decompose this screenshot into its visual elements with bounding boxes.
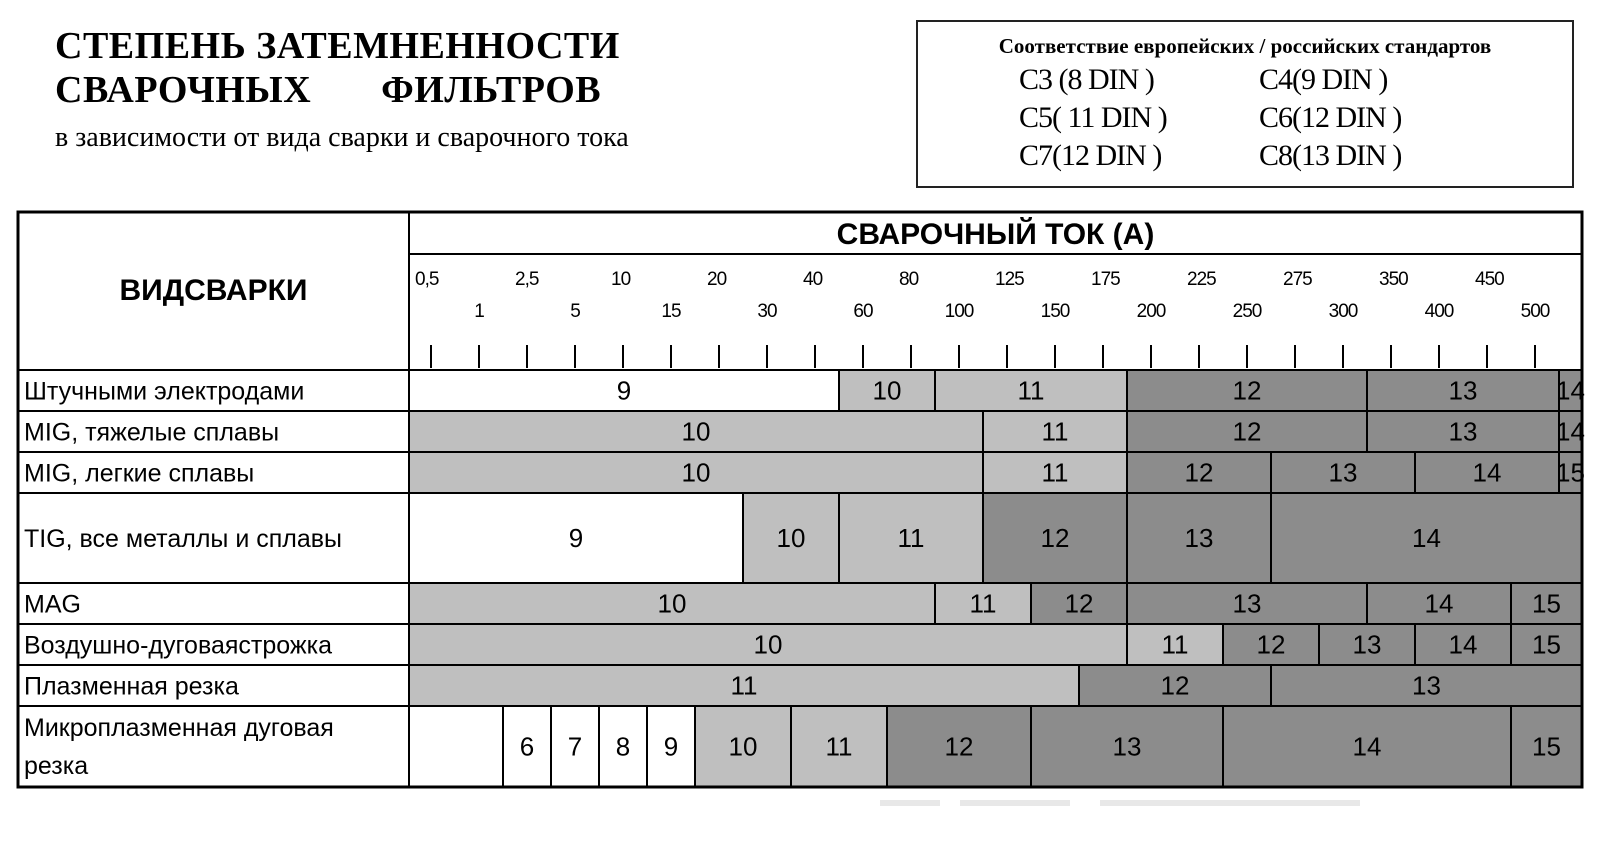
shade-value: 11 xyxy=(1017,375,1045,406)
scan-artifact xyxy=(880,800,940,806)
shade-value: 7 xyxy=(567,731,583,762)
tick-label-bottom: 100 xyxy=(944,301,974,322)
standards-title: Соответствие европейских / российских стандартов xyxy=(998,34,1492,58)
standard-item: C5( 11 DIN ) xyxy=(1019,101,1167,134)
row-label: Плазменная резка xyxy=(24,672,239,701)
tick-label-bottom: 150 xyxy=(1040,301,1070,322)
standard-item: C8(13 DIN ) xyxy=(1259,139,1402,172)
shade-value: 15 xyxy=(1556,457,1585,488)
shade-value: 14 xyxy=(1448,629,1478,660)
shade-value: 11 xyxy=(825,731,853,762)
tick-label-top: 40 xyxy=(803,269,823,290)
tick-label-top: 10 xyxy=(611,269,631,290)
shade-value: 10 xyxy=(681,457,711,488)
shade-value: 12 xyxy=(1160,670,1190,701)
shade-value: 12 xyxy=(1256,629,1286,660)
shade-value: 12 xyxy=(1232,416,1262,447)
tick-label-top: 450 xyxy=(1475,269,1504,290)
shade-value: 10 xyxy=(872,375,902,406)
row-label: Воздушно-дуговаястрожка xyxy=(24,631,332,660)
row-label: MIG, легкие сплавы xyxy=(24,459,255,488)
tick-label-bottom: 300 xyxy=(1328,301,1358,322)
shade-value: 11 xyxy=(1041,457,1069,488)
tick-label-bottom: 250 xyxy=(1232,301,1262,322)
tick-label-bottom: 60 xyxy=(853,301,873,322)
shade-value: 10 xyxy=(776,523,806,553)
tick-label-top: 225 xyxy=(1187,269,1216,290)
shade-value: 11 xyxy=(969,588,997,619)
shade-value: 9 xyxy=(663,731,679,762)
shade-value: 6 xyxy=(519,731,535,762)
row-label: Штучными электродами xyxy=(24,377,305,406)
row-label: MAG xyxy=(24,590,81,619)
tick-label-bottom: 5 xyxy=(570,301,580,322)
tick-label-top: 275 xyxy=(1283,269,1312,290)
shade-value: 13 xyxy=(1184,523,1214,553)
shade-value: 14 xyxy=(1424,588,1454,619)
shade-value: 9 xyxy=(568,523,584,553)
row-label: TIG, все металлы и сплавы xyxy=(24,525,343,553)
shade-value: 15 xyxy=(1532,629,1561,660)
shade-value: 13 xyxy=(1448,375,1478,406)
standard-item: C4(9 DIN ) xyxy=(1259,63,1388,96)
tick-label-bottom: 500 xyxy=(1520,301,1550,322)
shade-value: 14 xyxy=(1556,416,1585,447)
standard-item: C6(12 DIN ) xyxy=(1259,101,1402,134)
standard-item: C7(12 DIN ) xyxy=(1019,139,1162,172)
shade-value: 11 xyxy=(897,523,925,553)
shade-value: 15 xyxy=(1532,588,1561,619)
shade-value: 14 xyxy=(1472,457,1502,488)
shade-value: 11 xyxy=(730,670,758,701)
standard-item: С3 (8 DIN ) xyxy=(1019,63,1154,96)
shade-value: 14 xyxy=(1412,523,1441,553)
shade-value: 14 xyxy=(1352,731,1382,762)
shade-value: 11 xyxy=(1161,629,1189,660)
shade-value: 10 xyxy=(753,629,783,660)
tick-label-bottom: 400 xyxy=(1424,301,1454,322)
row-label: MIG, тяжелые сплавы xyxy=(24,418,280,447)
shade-value: 13 xyxy=(1112,731,1142,762)
tick-label-top: 80 xyxy=(899,269,919,290)
scan-artifact xyxy=(1100,800,1360,806)
tick-label-bottom: 1 xyxy=(474,301,484,322)
shade-value: 9 xyxy=(616,375,632,406)
shade-value: 13 xyxy=(1448,416,1478,447)
tick-label-top: 20 xyxy=(707,269,727,290)
tick-label-top: 2,5 xyxy=(515,269,539,290)
tick-label-top: 175 xyxy=(1091,269,1120,290)
shade-value: 13 xyxy=(1328,457,1358,488)
row-label: резка xyxy=(24,752,89,780)
shade-value: 13 xyxy=(1412,670,1441,701)
tick-label-top: 125 xyxy=(995,269,1024,290)
shade-value: 10 xyxy=(681,416,711,447)
shade-value: 8 xyxy=(615,731,631,762)
current-header: СВАРОЧНЫЙ ТОК (А) xyxy=(836,218,1155,251)
shade-value: 12 xyxy=(1232,375,1262,406)
row-label: Микроплазменная дуговая xyxy=(24,714,334,742)
shade-value: 10 xyxy=(728,731,758,762)
shade-cell xyxy=(409,706,503,787)
shade-value: 15 xyxy=(1532,731,1561,762)
tick-label-bottom: 15 xyxy=(661,301,681,322)
title-line-2: СВАРОЧНЫХ ФИЛЬТРОВ xyxy=(55,69,602,111)
shade-value: 11 xyxy=(1041,416,1069,447)
tick-label-top: 350 xyxy=(1379,269,1408,290)
shade-value: 12 xyxy=(944,731,974,762)
document-subtitle: в зависимости от вида сварки и сварочного тока xyxy=(55,122,629,153)
shade-value: 12 xyxy=(1040,523,1070,553)
tick-label-top: 0,5 xyxy=(415,269,439,290)
shade-value: 10 xyxy=(657,588,687,619)
welding-type-header: ВИДСВАРКИ xyxy=(119,274,308,307)
title-line-1: СТЕПЕНЬ ЗАТЕМНЕННОСТИ xyxy=(55,25,620,67)
tick-label-bottom: 30 xyxy=(757,301,777,322)
scan-artifact xyxy=(960,800,1070,806)
shade-value: 12 xyxy=(1064,588,1094,619)
shade-value: 13 xyxy=(1352,629,1382,660)
tick-label-bottom: 200 xyxy=(1136,301,1166,322)
shade-value: 14 xyxy=(1556,375,1585,406)
shade-value: 12 xyxy=(1184,457,1214,488)
shade-value: 13 xyxy=(1232,588,1262,619)
